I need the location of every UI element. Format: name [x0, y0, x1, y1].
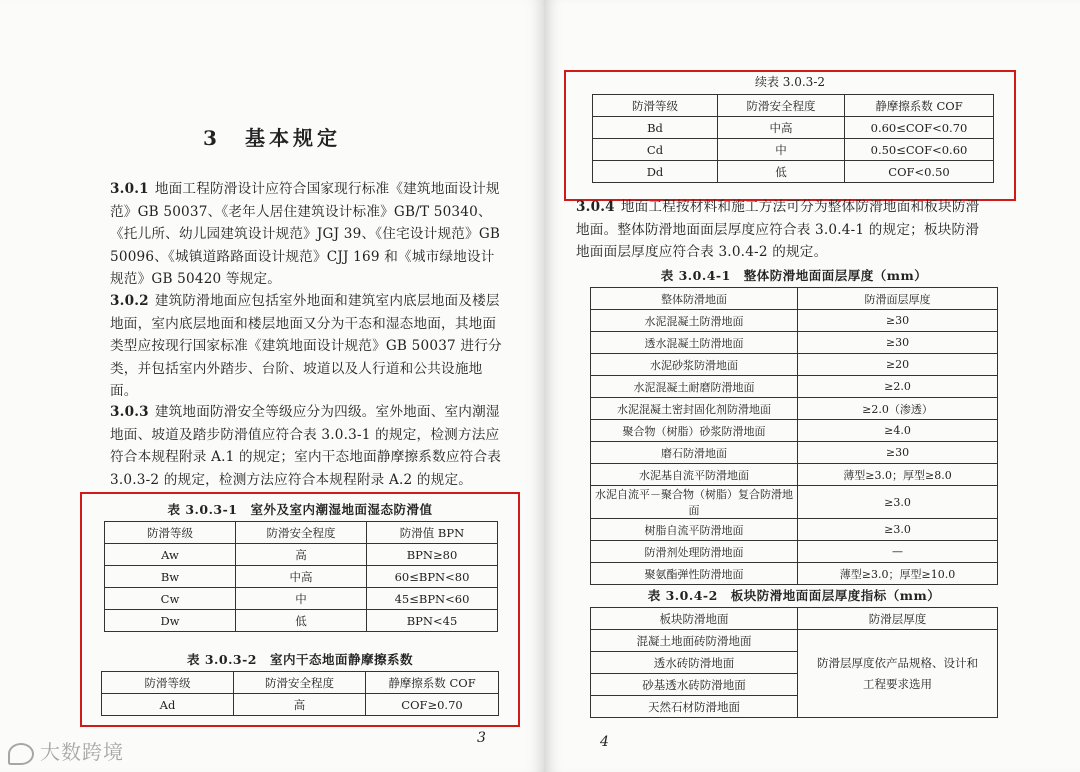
table-3-0-4-2-caption: 表 3.0.4-2 板块防滑地面面层厚度指标（mm）: [647, 588, 941, 603]
table-header-cell: 防滑等级: [105, 522, 236, 544]
clause-3-0-2: [110, 290, 502, 403]
clause-text: 建筑防滑地面应包括室外地面和建筑室内底层地面及楼层地面，室内底层地面和楼层地面又分为干态和湿态地面，其地面类型应按现行国家标准《建筑地面设计规范》GB 50037 进行分类，并包括室内外踏步、台阶、坡道以及人行道和公共设施地面。: [110, 293, 502, 399]
table-cell: 天然石材防滑地面: [591, 696, 798, 718]
table-header-cell: 防滑层厚度: [798, 608, 998, 630]
table-row: [591, 519, 998, 541]
table-row: [593, 117, 994, 139]
chapter-title: 3 基本规定: [203, 126, 341, 150]
table-cell: 透水砖防滑地面: [591, 652, 798, 674]
table-cell: 透水混凝土防滑地面: [591, 332, 798, 354]
table-cell: ≥3.0: [798, 486, 998, 519]
table-row: [591, 541, 998, 563]
table-cell: 磨石防滑地面: [591, 442, 798, 464]
table-row: [591, 354, 998, 376]
table-cell: 中: [236, 588, 367, 610]
table-cell: 中高: [236, 566, 367, 588]
table-cell: 60≤BPN<80: [367, 566, 498, 588]
table-row: [591, 630, 998, 652]
table-row: [591, 398, 998, 420]
clause-3-0-1: [110, 178, 502, 291]
table-cell: 0.60≤COF<0.70: [845, 117, 994, 139]
table-3-0-4-2: [590, 607, 998, 718]
table-header-cell: 防滑安全程度: [234, 672, 366, 694]
clause-number: 3.0.3: [110, 404, 149, 420]
table-cell: COF≥0.70: [366, 694, 499, 716]
table-row: [591, 464, 998, 486]
table-header-cell: 静摩擦系数 COF: [845, 95, 994, 117]
table-cell: Dd: [593, 161, 718, 183]
table-cell: 防滑剂处理防滑地面: [591, 541, 798, 563]
table-row: [591, 376, 998, 398]
table-3-0-4-1-caption: 表 3.0.4-1 整体防滑地面面层厚度（mm）: [660, 268, 928, 283]
table-cell: 中高: [718, 117, 845, 139]
chat-bubble-icon: [8, 743, 34, 765]
table-row: [591, 486, 998, 519]
table-cell: 水泥混凝土防滑地面: [591, 310, 798, 332]
watermark: [8, 736, 124, 765]
table-cell: 树脂自流平防滑地面: [591, 519, 798, 541]
table-row: [591, 332, 998, 354]
table-cell: 45≤BPN<60: [367, 588, 498, 610]
table-header-cell: 静摩擦系数 COF: [366, 672, 499, 694]
table-cell: 水泥砂浆防滑地面: [591, 354, 798, 376]
table-header-cell: 板块防滑地面: [591, 608, 798, 630]
table-cell: 水泥混凝土密封固化剂防滑地面: [591, 398, 798, 420]
table-cell: BPN≥80: [367, 544, 498, 566]
table-row: [593, 161, 994, 183]
table-row: [591, 310, 998, 332]
table-3-0-3-2: [101, 671, 499, 716]
table-row: [591, 442, 998, 464]
table-cell: 0.50≤COF<0.60: [845, 139, 994, 161]
table-cell: ≥2.0: [798, 376, 998, 398]
table-header-cell: 防滑等级: [593, 95, 718, 117]
table-cell: 聚合物（树脂）砂浆防滑地面: [591, 420, 798, 442]
clause-text: 建筑地面防滑安全等级应分为四级。室外地面、室内潮湿地面、坡道及踏步防滑值应符合表 3.0.3-1 的规定，检测方法应符合本规程附录 A.1 的规定；室内干态地面静摩擦系数应符合表 3.0.3-2 的规定，检测方法应符合本规程附录 A.2 的规定。: [110, 404, 502, 488]
table-row: [593, 139, 994, 161]
page-number: 3: [477, 730, 486, 746]
table-cell: Ad: [102, 694, 234, 716]
table-row: [591, 563, 998, 585]
table-header-cell: 整体防滑地面: [591, 288, 798, 310]
table-cell: 水泥混凝土耐磨防滑地面: [591, 376, 798, 398]
table-cell: 中: [718, 139, 845, 161]
right-page: [544, 0, 1080, 772]
table-3-0-4-1: [590, 287, 998, 585]
table-cell: ≥20: [798, 354, 998, 376]
clause-number: 3.0.2: [110, 293, 149, 309]
table-cell: Bd: [593, 117, 718, 139]
table-cell: 薄型≥3.0；厚型≥8.0: [798, 464, 998, 486]
table-cell: ≥30: [798, 310, 998, 332]
table-cell: 高: [234, 694, 366, 716]
table-cell: 聚氨酯弹性防滑地面: [591, 563, 798, 585]
table-3-0-3-1: [104, 521, 498, 632]
table-row: [105, 588, 498, 610]
table-header-cell: 防滑安全程度: [236, 522, 367, 544]
table-cell: 低: [718, 161, 845, 183]
table-cell: COF<0.50: [845, 161, 994, 183]
table-header-cell: 防滑等级: [102, 672, 234, 694]
table-cell: Dw: [105, 610, 236, 632]
table-cell: BPN<45: [367, 610, 498, 632]
table-3-0-3-2-cont-caption: 续表 3.0.3-2: [754, 75, 826, 89]
table-cell: ≥30: [798, 442, 998, 464]
table-row: [105, 610, 498, 632]
table-cell: Aw: [105, 544, 236, 566]
clause-3-0-4: [576, 196, 986, 264]
page-number: 4: [600, 734, 609, 750]
table-cell: Cw: [105, 588, 236, 610]
table-row: [105, 544, 498, 566]
clause-text: 地面工程防滑设计应符合国家现行标准《建筑地面设计规范》GB 50037、《老年人居住建筑设计标准》GB/T 50340、《托儿所、幼儿园建筑设计规范》JGJ 39、《住宅设计规范》GB 50096、《城镇道路路面设计规范》CJJ 169 和《城市绿地设计规范》GB 50420 等规定。: [110, 181, 501, 287]
table-cell: 低: [236, 610, 367, 632]
table-cell: —: [798, 541, 998, 563]
table-header-cell: 防滑值 BPN: [367, 522, 498, 544]
table-3-0-3-1-caption: 表 3.0.3-1 室外及室内潮湿地面湿态防滑值: [167, 502, 433, 517]
table-cell: Bw: [105, 566, 236, 588]
clause-number: 3.0.4: [576, 199, 615, 215]
table-cell: ≥30: [798, 332, 998, 354]
table-cell: 砂基透水砖防滑地面: [591, 674, 798, 696]
merged-table-cell: 防滑层厚度依产品规格、设计和工程要求选用: [798, 630, 998, 718]
table-cell: 水泥自流平－聚合物（树脂）复合防滑地面: [591, 486, 798, 519]
table-cell: Cd: [593, 139, 718, 161]
table-3-0-3-2-continued: [592, 94, 994, 183]
table-cell: 薄型≥3.0；厚型≥10.0: [798, 563, 998, 585]
table-cell: 水泥基自流平防滑地面: [591, 464, 798, 486]
table-3-0-3-2-caption: 表 3.0.3-2 室内干态地面静摩擦系数: [186, 652, 414, 667]
table-cell: ≥4.0: [798, 420, 998, 442]
table-cell: ≥3.0: [798, 519, 998, 541]
table-header-cell: 防滑面层厚度: [798, 288, 998, 310]
watermark-text: 大数跨境: [40, 740, 124, 764]
clause-3-0-3: [110, 401, 502, 491]
table-cell: 混凝土地面砖防滑地面: [591, 630, 798, 652]
table-cell: ≥2.0（渗透）: [798, 398, 998, 420]
clause-number: 3.0.1: [110, 181, 149, 197]
clause-text: 地面工程按材料和施工方法可分为整体防滑地面和板块防滑地面。整体防滑地面面层厚度应符合表 3.0.4-1 的规定；板块防滑地面面层厚度应符合表 3.0.4-2 的规定。: [576, 199, 980, 260]
table-row: [591, 420, 998, 442]
table-row: [102, 694, 499, 716]
table-header-cell: 防滑安全程度: [718, 95, 845, 117]
table-row: [105, 566, 498, 588]
table-cell: 高: [236, 544, 367, 566]
